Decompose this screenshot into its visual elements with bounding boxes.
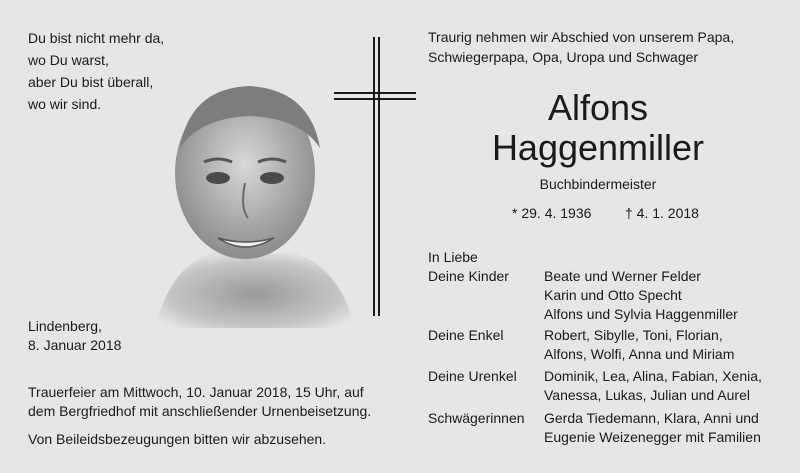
poem-line: aber Du bist überall, bbox=[28, 74, 154, 90]
family-label: Deine Enkel bbox=[428, 327, 504, 343]
funeral-line: dem Bergfriedhof mit anschließender Urnenbeisetzung. bbox=[28, 403, 372, 419]
poem-line: wo Du warst, bbox=[28, 52, 109, 68]
family-member-line: Eugenie Weizenegger mit Familien bbox=[544, 429, 761, 445]
family-member-line: Robert, Sibylle, Toni, Florian, bbox=[544, 327, 723, 343]
funeral-line: Trauerfeier am Mittwoch, 10. Januar 2018, 15 Uhr, auf bbox=[28, 384, 364, 400]
cross-icon-horizontal-bar bbox=[334, 98, 416, 100]
family-members-grandchildren bbox=[544, 326, 794, 364]
family-member-line: Alfons, Wolfi, Anna und Miriam bbox=[544, 346, 735, 362]
cross-icon-horizontal-bar bbox=[334, 92, 416, 94]
place-date bbox=[28, 317, 121, 355]
intro-text bbox=[428, 27, 788, 67]
condolence-note: Von Beileidsbezeugungen bitten wir abzusehen. bbox=[28, 431, 327, 447]
date-line: 8. Januar 2018 bbox=[28, 337, 122, 353]
portrait-photo bbox=[150, 78, 355, 328]
birth-date: * 29. 4. 1936 bbox=[512, 205, 592, 221]
cross-icon-vertical-bar bbox=[378, 37, 380, 316]
place-line: Lindenberg, bbox=[28, 318, 102, 334]
family-member-line: Karin und Otto Specht bbox=[544, 287, 682, 303]
deceased-first-name: Alfons bbox=[547, 87, 649, 128]
family-member-line: Vanessa, Lukas, Julian und Aurel bbox=[544, 387, 750, 403]
funeral-info bbox=[28, 383, 398, 421]
family-label: Deine Urenkel bbox=[428, 368, 517, 384]
portrait-illustration bbox=[150, 78, 355, 328]
family-label-grandchildren bbox=[428, 326, 504, 345]
intro-line: Traurig nehmen wir Abschied von unserem Papa, bbox=[428, 29, 735, 45]
family-members-great-grandchildren bbox=[544, 367, 794, 405]
family-label-children bbox=[428, 267, 509, 286]
death-date: † 4. 1. 2018 bbox=[625, 205, 699, 221]
family-member-line: Beate und Werner Felder bbox=[544, 268, 701, 284]
poem-line: wo wir sind. bbox=[28, 96, 102, 112]
poem-line: Du bist nicht mehr da, bbox=[28, 30, 165, 46]
family-members-children bbox=[544, 267, 794, 324]
deceased-last-name: Haggenmiller bbox=[491, 127, 705, 168]
cross-icon-vertical-bar bbox=[373, 37, 375, 316]
family-label-great-grandchildren bbox=[428, 367, 517, 386]
intro-line: Schwiegerpapa, Opa, Uropa und Schwager bbox=[428, 49, 699, 65]
family-member-line: Gerda Tiedemann, Klara, Anni und bbox=[544, 410, 759, 426]
in-love-label: In Liebe bbox=[428, 249, 478, 265]
family-label-sisters-in-law bbox=[428, 409, 525, 428]
family-member-line: Alfons und Sylvia Haggenmiller bbox=[544, 306, 738, 322]
family-label: Deine Kinder bbox=[428, 268, 509, 284]
family-members-sisters-in-law bbox=[544, 409, 794, 447]
family-label: Schwägerinnen bbox=[428, 410, 525, 426]
profession: Buchbindermeister bbox=[539, 176, 657, 192]
family-member-line: Dominik, Lea, Alina, Fabian, Xenia, bbox=[544, 368, 762, 384]
